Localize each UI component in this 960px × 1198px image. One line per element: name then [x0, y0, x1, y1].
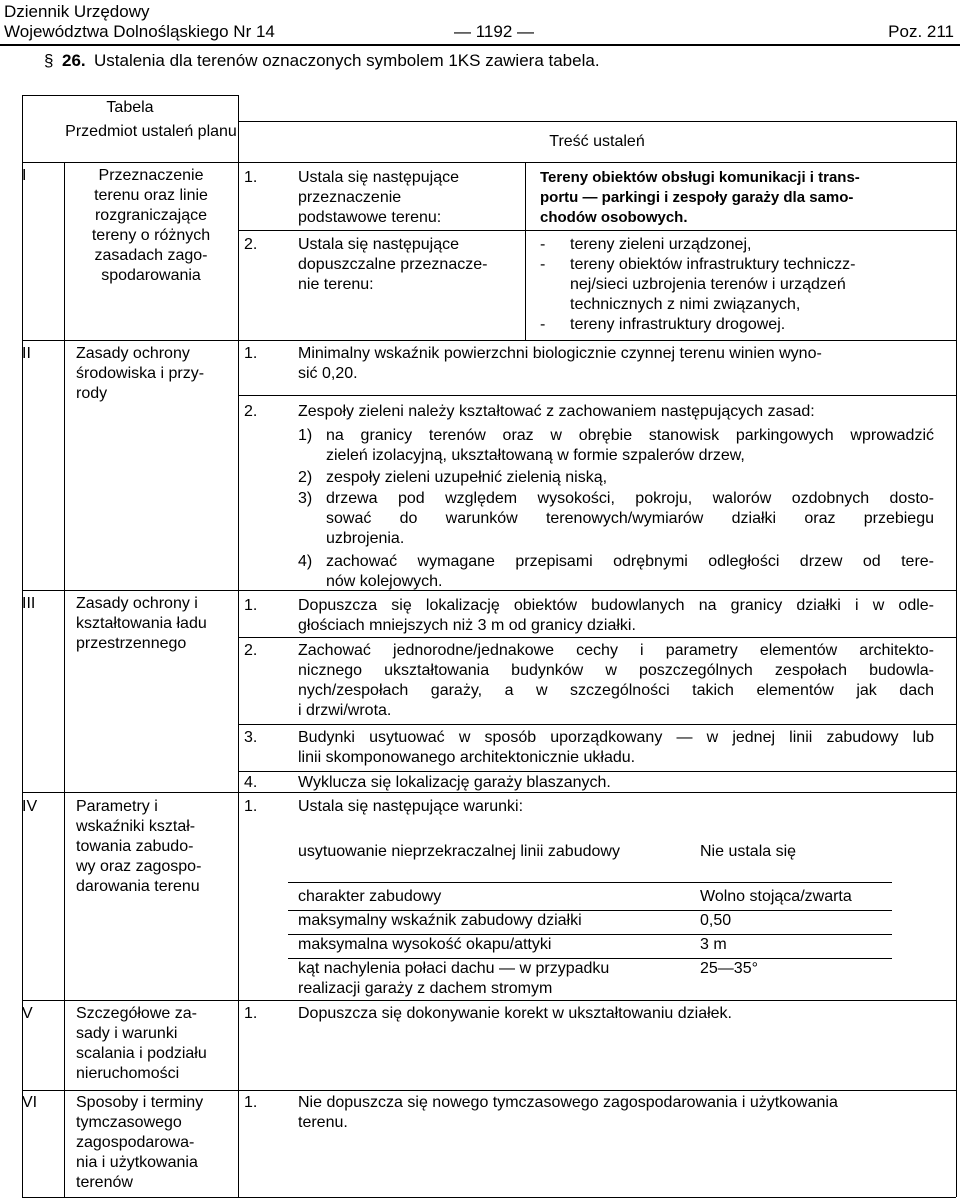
- journal-title: Dziennik Urzędowy: [4, 2, 150, 21]
- section-subject: Parametry i wskaźniki kształ- towania zabudo- wy oraz zagospo- darowania terenu: [76, 798, 202, 895]
- sub-item-number: 1): [298, 427, 313, 444]
- item-text: Zachować jednorodne/jednakowe cechy i parametry elementów architekto- nicznego ukształtowania budynków w poszczególnych zespołach budowla- nych/zespołach garaży, a w szczególności takich elementów jak dach i drzwi/wrota.: [298, 642, 934, 719]
- column-header-content: Treść ustaleń: [549, 133, 645, 150]
- section-roman: V: [22, 1005, 33, 1022]
- section-subject: Zasady ochrony i kształtowania ładu przestrzennego: [76, 595, 207, 652]
- parameter-label: kąt nachylenia połaci dachu — w przypadku realizacji garaży z dachem stromym: [298, 960, 610, 997]
- item-number: 2.: [244, 642, 258, 659]
- item-number: 1.: [244, 798, 258, 815]
- parameter-label: usytuowanie nieprzekraczalnej linii zabudowy: [298, 843, 620, 860]
- section-subject: Sposoby i terminy tymczasowego zagospodarowa- nia i użytkowania terenów: [76, 1094, 204, 1191]
- parameter-value: Nie ustala się: [700, 843, 797, 860]
- primary-purpose-value: Tereny obiektów obsługi komunikacji i trans- portu — parkingi i zespoły garaży dla samo- chodów osobowych.: [540, 169, 860, 226]
- page-number: — 1192 —: [454, 22, 535, 41]
- item-number: 1.: [244, 1005, 258, 1022]
- item-number: 2.: [244, 236, 258, 253]
- section-roman: III: [22, 595, 36, 612]
- table-caption: Tabela: [106, 99, 154, 116]
- item-text: Minimalny wskaźnik powierzchni biologicznie czynnej terenu winien wyno- sić 0,20.: [298, 345, 822, 382]
- permitted-purpose-list: - tereny zieleni urządzonej, - tereny obiektów infrastruktury techniczz- nej/sieci uzbrojenia terenów i urządzeń technicznych z nimi związanych, - tereny infrastruktury drogowej.: [540, 235, 956, 335]
- paragraph-sign: §: [44, 51, 54, 70]
- item-number: 3.: [244, 729, 258, 746]
- paragraph-text: Ustalenia dla terenów oznaczonych symbolem 1KS zawiera tabela.: [94, 51, 600, 70]
- item-number: 1.: [244, 597, 258, 614]
- list-item: tereny zieleni urządzonej,: [570, 236, 752, 253]
- section-roman: II: [22, 345, 31, 362]
- section-subject: Przeznaczenie terenu oraz linie rozgraniczające tereny o różnych zasadach zago- spodarowania: [91, 167, 211, 284]
- item-number: 4.: [244, 774, 258, 791]
- list-item: tereny infrastruktury drogowej.: [570, 316, 786, 333]
- sub-item-text: na granicy terenów oraz w obrębie stanowisk parkingowych wprowadzić zieleń izolacyjną, ukształtowaną w formie szpalerów drzew,: [326, 427, 934, 464]
- column-header-subject: Przedmiot ustaleń planu: [65, 123, 237, 140]
- item-number: 2.: [244, 403, 258, 420]
- sub-item-number: 4): [298, 553, 313, 570]
- item-text: Budynki usytuować w sposób uporządkowany — w jednej linii zabudowy lub linii skomponowanego architektonicznie układu.: [298, 729, 934, 766]
- item-text: Dopuszcza się lokalizację obiektów budowlanych na granicy działki i w odle- głościach mniejszych niż 3 m od granicy działki.: [298, 597, 934, 634]
- section-roman: IV: [22, 798, 38, 815]
- item-text: Wyklucza się lokalizację garaży blaszanych.: [298, 774, 611, 791]
- list-item: tereny obiektów infrastruktury techniczz-: [570, 256, 856, 273]
- list-item: technicznych z nimi związanych,: [570, 296, 801, 313]
- sub-item-text: zachować wymagane przepisami odrębnymi odległości drzew od tere- nów kolejowych.: [326, 553, 934, 590]
- parameter-label: maksymalny wskaźnik zabudowy działki: [298, 912, 582, 929]
- item-text: Ustala się następujące warunki:: [298, 798, 524, 815]
- item-text: Dopuszcza się dokonywanie korekt w ukształtowaniu działek.: [298, 1005, 732, 1022]
- item-label: Ustala się następujące dopuszczalne przeznacze- nie terenu:: [298, 236, 488, 293]
- journal-region: Województwa Dolnośląskiego Nr 14: [4, 22, 275, 41]
- section-roman: VI: [22, 1094, 38, 1111]
- parameter-value: 3 m: [700, 936, 727, 953]
- list-item: nej/sieci uzbrojenia terenów i urządzeń: [570, 276, 846, 293]
- parameter-value: 0,50: [700, 912, 732, 929]
- section-roman: I: [22, 167, 27, 184]
- header-rule: [0, 44, 960, 46]
- position-number: Poz. 211: [888, 22, 954, 41]
- item-text: Zespoły zieleni należy kształtować z zachowaniem następujących zasad:: [298, 403, 815, 420]
- parameter-label: maksymalna wysokość okapu/attyki: [298, 936, 552, 953]
- item-label: Ustala się następujące przeznaczenie podstawowe terenu:: [298, 169, 459, 226]
- item-number: 1.: [244, 169, 258, 186]
- item-number: 1.: [244, 1094, 258, 1111]
- section-subject: Szczegółowe za- sady i warunki scalania i podziału nieruchomości: [76, 1005, 207, 1082]
- parameter-label: charakter zabudowy: [298, 888, 442, 905]
- sub-item-number: 3): [298, 490, 313, 507]
- sub-item-text: zespoły zieleni uzupełnić zielenią niską,: [326, 469, 608, 486]
- parameter-value: Wolno stojąca/zwarta: [700, 888, 852, 905]
- parameter-value: 25—35°: [700, 960, 758, 977]
- sub-item-number: 2): [298, 469, 313, 486]
- item-text: Nie dopuszcza się nowego tymczasowego zagospodarowania i użytkowania terenu.: [298, 1094, 838, 1131]
- item-number: 1.: [244, 345, 258, 362]
- section-subject: Zasady ochrony środowiska i przy- rody: [76, 345, 205, 402]
- sub-item-text: drzewa pod względem wysokości, pokroju, walorów ozdobnych dosto- sować do warunków terenowych/wymiarów działki oraz przebiegu uzbrojenia.: [326, 490, 934, 547]
- paragraph-number: 26.: [62, 51, 86, 70]
